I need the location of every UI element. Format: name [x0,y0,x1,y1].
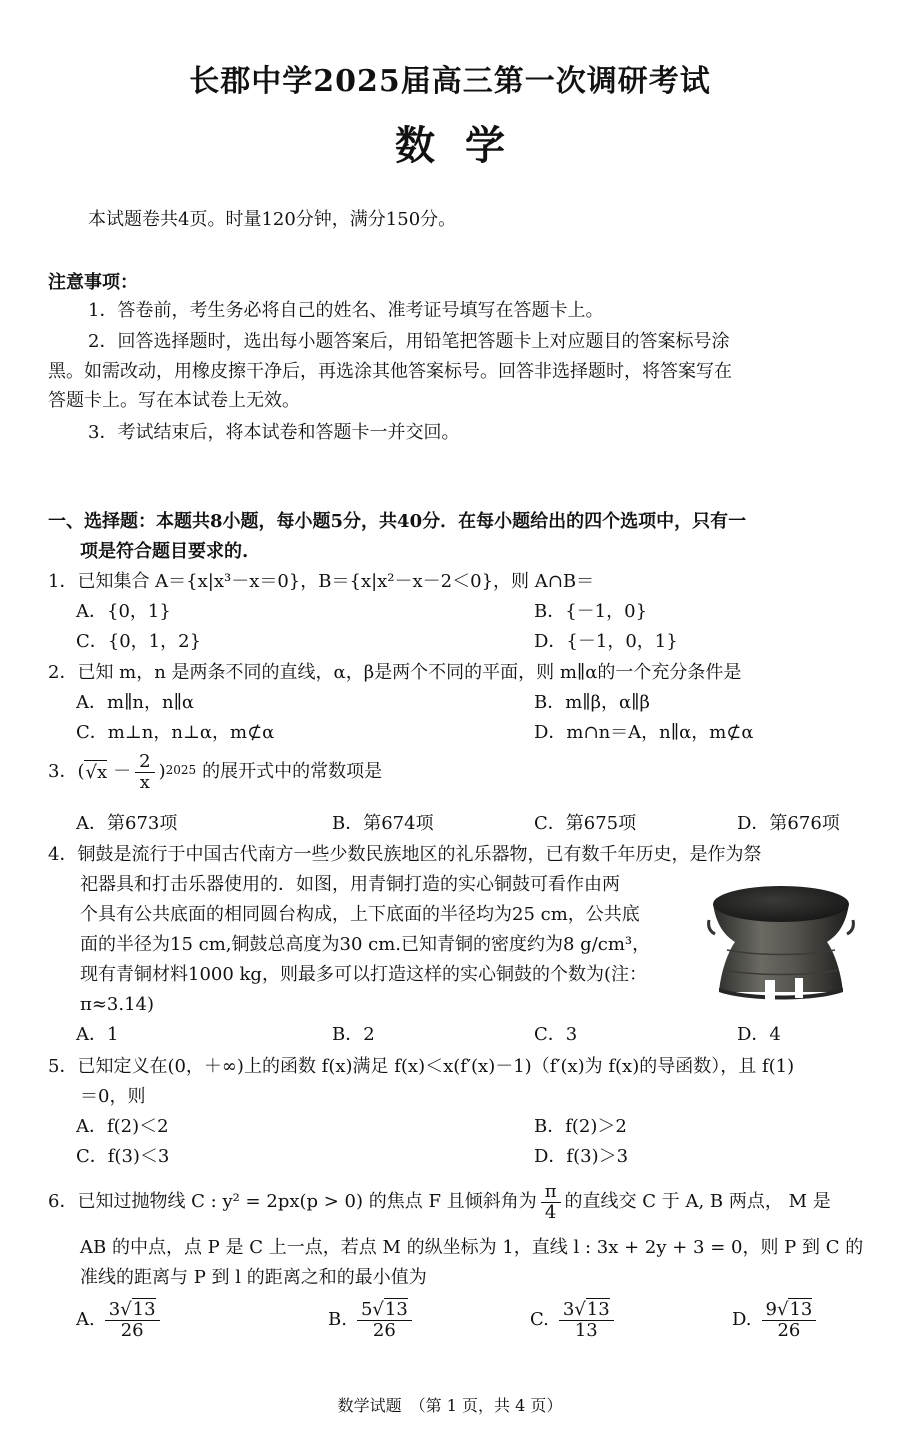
question-2-option-c: C．m⊥n，n⊥α，m⊄α [76,722,275,743]
option-c-radicand: 13 [586,1299,610,1320]
option-b-label: B. [328,1309,347,1331]
question-6-angle-fraction [541,1182,561,1223]
question-3-option-a: A．第673项 [76,813,178,834]
question-4-line-6: π≈3.14) [80,994,155,1015]
question-1-option-d: D．{－1，0，1} [534,631,678,652]
question-4-line-2: 祀器具和打击乐器使用的．如图，用青铜打造的实心铜鼓可看作由两 [80,874,620,895]
subject-title: 数学 [395,122,535,169]
question-3-power: 2025 [165,763,197,777]
question-1-option-c: C．{0，1，2} [76,631,202,652]
question-5-option-c: C．f(3)＜3 [76,1146,170,1167]
option-b-numerator: 5√13 [357,1300,412,1321]
question-5-option-a: A．f(2)＜2 [76,1116,169,1137]
question-2-option-d: D．m∩n＝A，n∥α，m⊄α [534,722,754,743]
bronze-drum-image [707,880,855,1005]
question-4-option-c: C．3 [534,1024,578,1045]
notice-item-3: 3．考试结束后，将本试卷和答题卡一并交回。 [88,422,460,443]
question-4-line-3: 个具有公共底面的相同圆台构成，上下底面的半径均为25 cm，公共底 [80,904,640,925]
option-b-denominator: 26 [372,1319,396,1341]
question-5-option-d: D．f(3)＞3 [534,1146,629,1167]
option-d-fraction [762,1300,817,1341]
option-c-numerator: 3√13 [559,1300,614,1321]
notice-heading: 注意事项： [48,272,138,293]
question-3-stem [48,752,382,793]
question-3-sqrt-x: √x [85,761,108,783]
question-5-line-2: ＝0，则 [80,1086,146,1107]
notice-item-2-line-3: 答题卡上。写在本试卷上无效。 [48,390,300,411]
page-footer: 数学试题 （第 1 页，共 4 页） [337,1396,563,1415]
question-5-option-b: B．f(2)＞2 [534,1116,627,1137]
notice-item-2-line-2: 黑。如需改动，用橡皮擦干净后，再选涂其他答案标号。回答非选择题时，将答案写在 [48,361,732,382]
intro-text: 本试题卷共4页。时量120分钟，满分150分。 [88,209,457,230]
question-4-line-1: 4．铜鼓是流行于中国古代南方一些少数民族地区的礼乐器物，已有数千年历史，是作为祭 [48,844,762,865]
notice-item-1: 1．答卷前，考生务必将自己的姓名、准考证号填写在答题卡上。 [88,300,604,321]
option-b-radicand: 13 [384,1299,408,1320]
option-a-coefficient: 3 [108,1299,121,1320]
option-a-denominator: 26 [120,1319,144,1341]
question-6-option-a [76,1300,164,1341]
option-d-coefficient: 9 [765,1299,777,1320]
option-c-fraction [559,1300,614,1341]
option-d-denominator: 26 [777,1319,801,1341]
option-b-fraction [357,1300,412,1341]
question-2-option-b: B．m∥β，α∥β [534,692,650,713]
question-6-line-1-part-a: 6．已知过抛物线 C : y² = 2px(p > 0) 的焦点 F 且倾斜角为 [48,1191,537,1213]
option-d-label: D. [732,1309,752,1331]
question-6-line-1-part-b: 的直线交 C 于 A, B 两点， M 是 [564,1191,831,1213]
option-c-coefficient: 3 [562,1299,575,1320]
question-3-close: ) [158,761,166,783]
option-d-radicand: 13 [789,1299,813,1320]
question-6-option-d [732,1300,820,1341]
question-4-option-a: A．1 [76,1024,119,1045]
question-4-option-d: D．4 [737,1024,781,1045]
question-3-fraction-numerator: 2 [135,752,154,773]
question-4-option-b: B．2 [332,1024,375,1045]
question-6-angle-numerator: π [541,1182,561,1203]
question-6-line-3: 准线的距离与 P 到 l 的距离之和的最小值为 [80,1267,427,1288]
question-6-angle-denominator: 4 [544,1201,557,1223]
option-a-radicand: 13 [132,1299,156,1320]
option-c-denominator: 13 [574,1319,598,1341]
question-3-option-d: D．第676项 [737,813,840,834]
exam-title: 长郡中学2025届高三第一次调研考试 [189,64,711,99]
option-c-label: C. [530,1309,549,1331]
option-a-numerator: 3√13 [105,1300,160,1321]
question-3-option-b: B．第674项 [332,813,434,834]
question-2-option-a: A．m∥n，n∥α [76,692,195,713]
question-3-minus: － [113,761,132,783]
question-3-fraction [135,752,154,793]
question-4-line-4: 面的半径为15 cm,铜鼓总高度为30 cm.已知青铜的密度约为8 g/cm³， [80,934,651,955]
question-1-option-a: A．{0，1} [76,601,171,622]
option-a-fraction [105,1300,160,1341]
section-1-heading-line-1: 一、选择题：本题共8小题，每小题5分，共40分．在每小题给出的四个选项中，只有一 [48,511,747,532]
question-6-option-c [530,1300,618,1341]
question-3-fraction-denominator: x [139,771,150,793]
question-6-line-2: AB 的中点，点 P 是 C 上一点，若点 M 的纵坐标为 1，直线 l : 3x + 2y + 3 = 0，则 P 到 C 的 [80,1237,864,1258]
option-a-label: A. [76,1309,95,1331]
question-3-prefix: 3．( [48,761,85,783]
question-3-suffix: 的展开式中的常数项是 [202,761,383,783]
section-1-heading-line-2: 项是符合题目要求的. [80,541,249,562]
question-6-line-1 [48,1182,831,1223]
question-3-option-c: C．第675项 [534,813,637,834]
question-1-option-b: B．{－1，0} [534,601,648,622]
question-2-stem: 2．已知 m，n 是两条不同的直线，α，β是两个不同的平面，则 m∥α的一个充分条件是 [48,662,742,683]
option-d-numerator: 9√13 [762,1300,817,1321]
question-5-line-1: 5．已知定义在(0，＋∞)上的函数 f(x)满足 f(x)＜x(f′(x)－1)（f′(x)为 f(x)的导函数），且 f(1) [48,1056,795,1077]
option-b-coefficient: 5 [360,1299,373,1320]
question-6-option-b [328,1300,416,1341]
notice-item-2-line-1: 2．回答选择题时，选出每小题答案后，用铅笔把答题卡上对应题目的答案标号涂 [88,331,730,352]
question-4-line-5: 现有青铜材料1000 kg，则最多可以打造这样的实心铜鼓的个数为(注： [80,964,647,985]
question-1-stem: 1．已知集合 A＝{x|x³－x＝0}，B＝{x|x²－x－2＜0}，则 A∩B＝ [48,571,595,592]
